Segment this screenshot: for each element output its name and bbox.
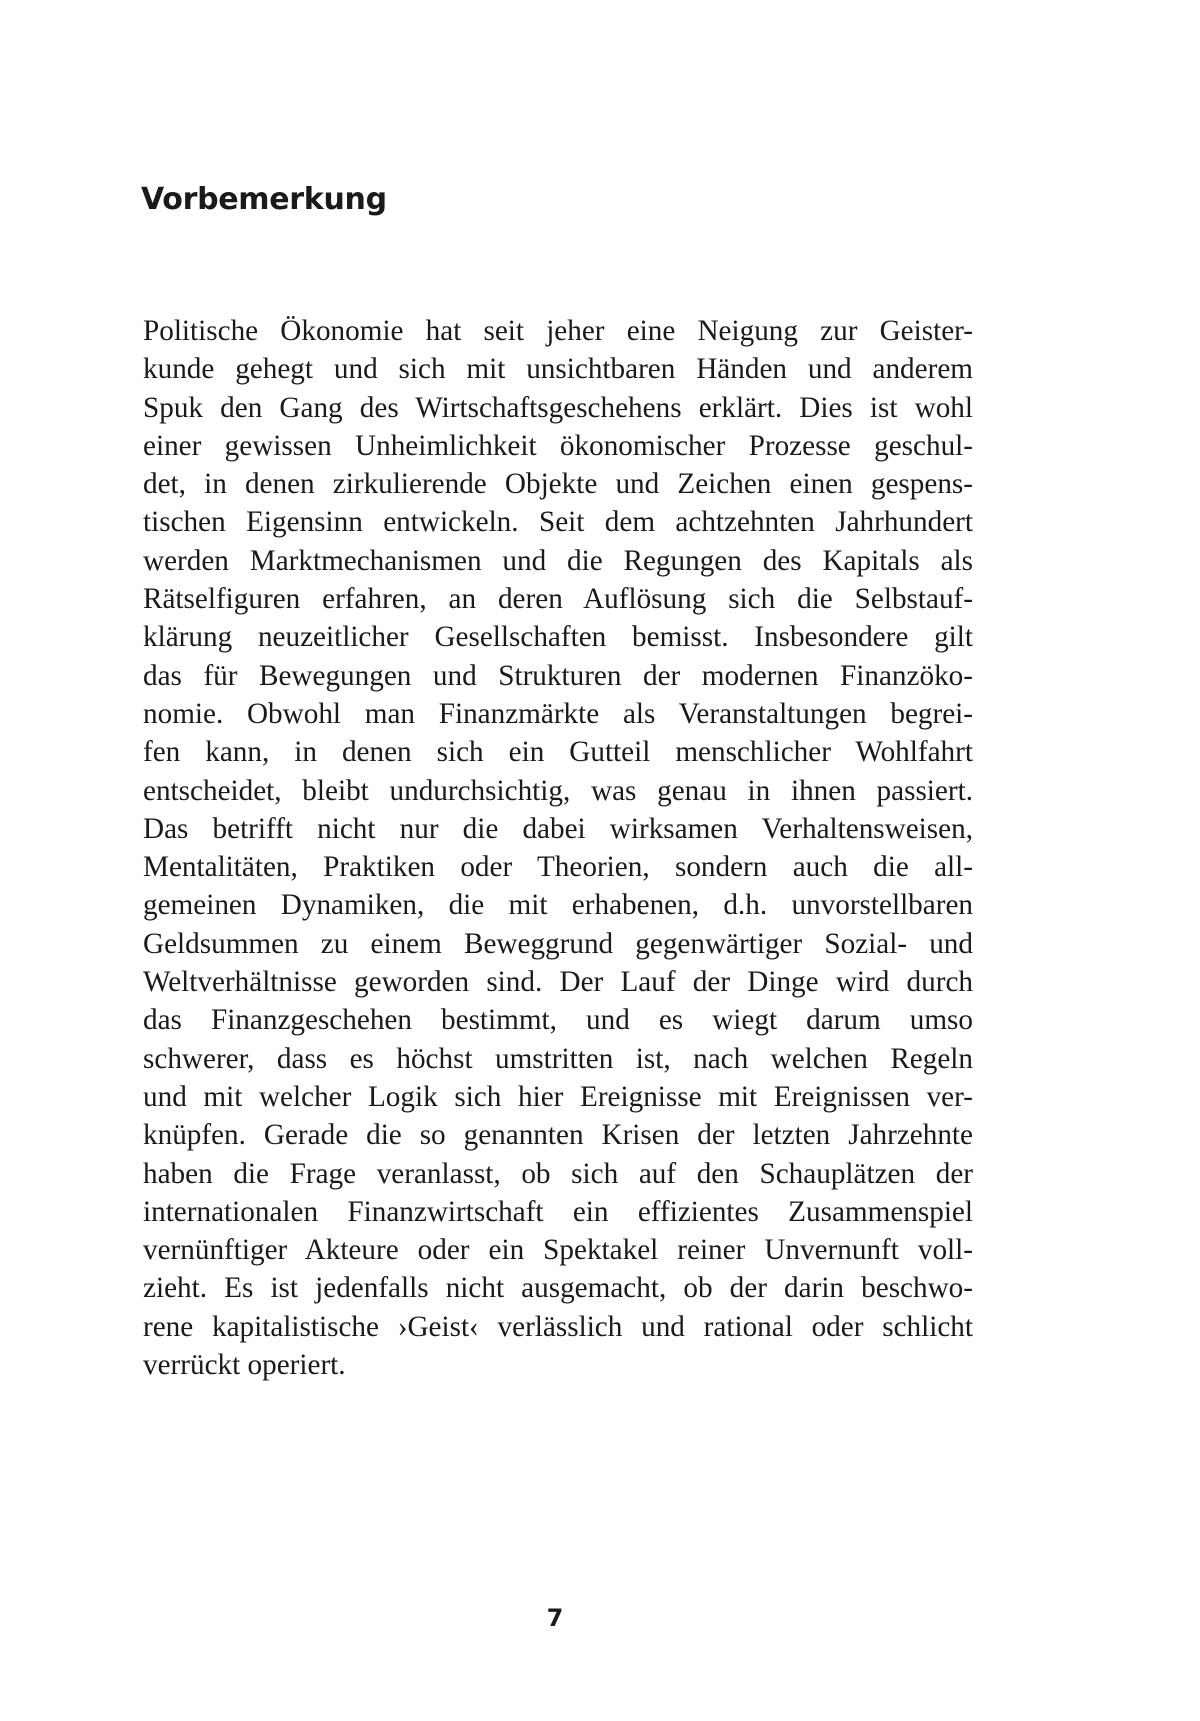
text-line: das für Bewegungen und Strukturen der modernen Finanzöko- — [143, 659, 973, 692]
text-line: Das betrifft nicht nur die dabei wirksamen Verhaltensweisen, — [143, 812, 973, 845]
text-line: das Finanzgeschehen bestimmt, und es wiegt darum umso — [143, 1004, 973, 1037]
text-line: einer gewissen Unheimlichkeit ökonomischer Prozesse geschul- — [143, 429, 973, 462]
text-line: werden Marktmechanismen und die Regungen des Kapitals als — [143, 544, 973, 577]
text-line: tischen Eigensinn entwickeln. Seit dem achtzehnten Jahrhundert — [143, 506, 973, 539]
text-line: Politische Ökonomie hat seit jeher eine Neigung zur Geister- — [143, 315, 973, 347]
text-line: und mit welcher Logik sich hier Ereignisse mit Ereignissen ver- — [143, 1080, 973, 1113]
text-line: rene kapitalistische ›Geist‹ verlässlich und rational oder schlicht — [143, 1310, 973, 1343]
text-line: vernünftiger Akteure oder ein Spektakel reiner Unvernunft voll- — [143, 1234, 973, 1267]
text-line: schwerer, dass es höchst umstritten ist, nach welchen Regeln — [143, 1042, 973, 1075]
text-line: internationalen Finanzwirtschaft ein effizientes Zusammenspiel — [143, 1195, 973, 1228]
text-line: klärung neuzeitlicher Gesellschaften bemisst. Insbesondere gilt — [143, 621, 973, 654]
text-line: haben die Frage veranlasst, ob sich auf den Schauplätzen der — [143, 1157, 973, 1190]
text-line: fen kann, in denen sich ein Gutteil menschlicher Wohlfahrt — [143, 736, 973, 769]
body-paragraph — [143, 312, 973, 1384]
text-line: knüpfen. Gerade die so genannten Krisen der letzten Jahrzehnte — [143, 1119, 973, 1152]
text-line: nomie. Obwohl man Finanzmärkte als Veranstaltungen begrei- — [143, 697, 973, 730]
text-line: kunde gehegt und sich mit unsichtbaren Händen und anderem — [143, 353, 973, 386]
section-heading: Vorbemerkung — [141, 182, 387, 217]
text-line: Rätselfiguren erfahren, an deren Auflösung sich die Selbstauf- — [143, 583, 973, 616]
text-line: Geldsummen zu einem Beweggrund gegenwärtiger Sozial- und — [143, 927, 973, 960]
text-line: det, in denen zirkulierende Objekte und Zeichen einen gespens- — [143, 468, 973, 501]
text-line: Mentalitäten, Praktiken oder Theorien, sondern auch die all- — [143, 851, 973, 884]
text-line: gemeinen Dynamiken, die mit erhabenen, d.h. unvorstellbaren — [143, 889, 973, 922]
page-number: 7 — [546, 1604, 564, 1632]
text-line: entscheidet, bleibt undurchsichtig, was genau in ihnen passiert. — [143, 774, 973, 807]
text-line: Spuk den Gang des Wirtschaftsgeschehens erklärt. Dies ist wohl — [143, 391, 973, 424]
text-line: zieht. Es ist jedenfalls nicht ausgemacht, ob der darin beschwo- — [143, 1272, 973, 1305]
text-line: Weltverhältnisse geworden sind. Der Lauf der Dinge wird durch — [143, 966, 973, 999]
text-line: verrückt operiert. — [143, 1349, 346, 1382]
